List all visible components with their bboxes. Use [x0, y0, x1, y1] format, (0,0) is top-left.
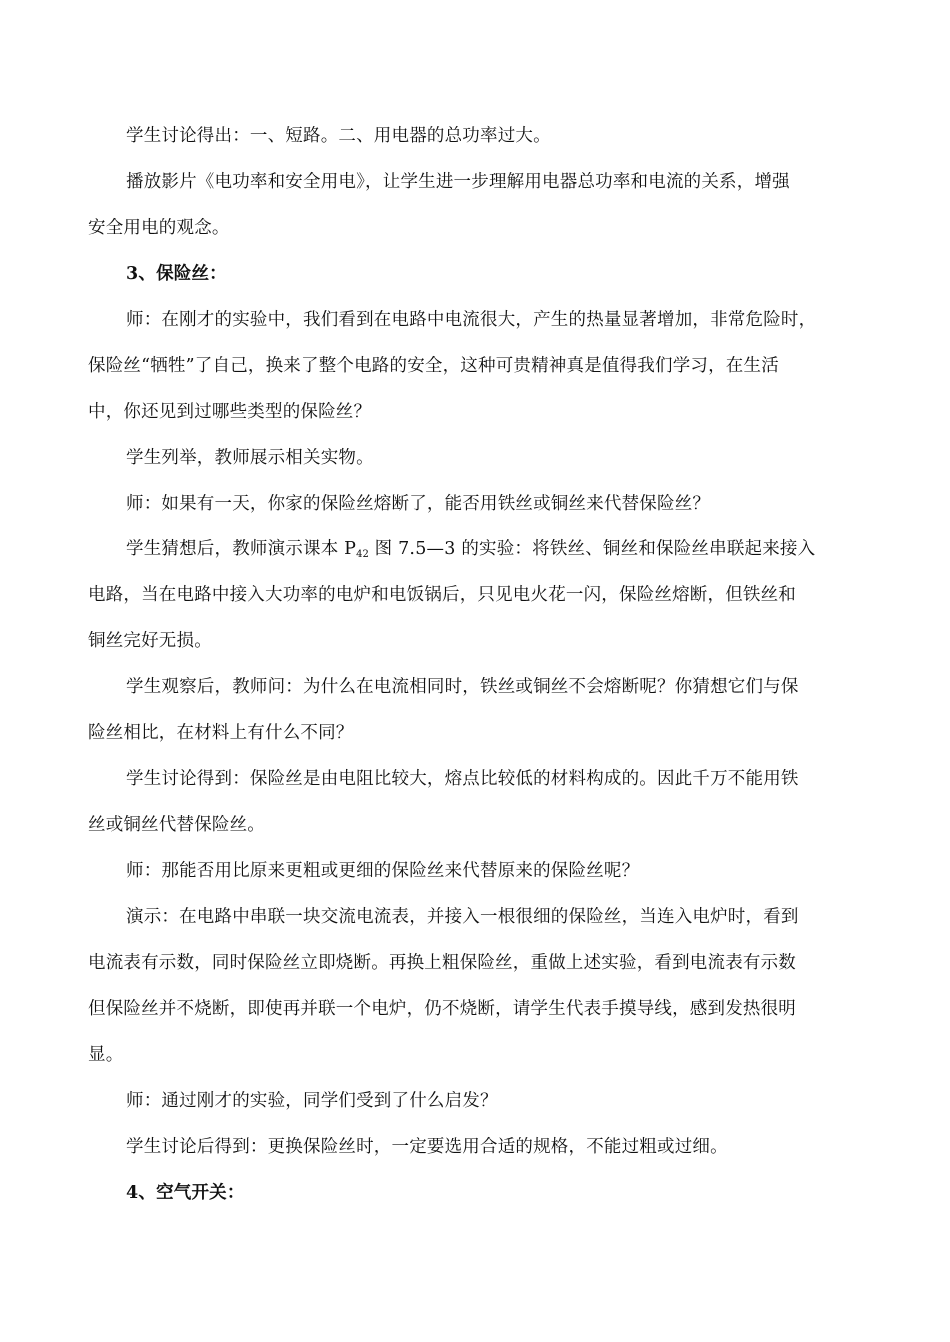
paragraph-line: 电流表有示数，同时保险丝立即烧断。再换上粗保险丝，重做上述实验，看到电流表有示数 [88, 953, 796, 973]
paragraph-line: 学生列举，教师展示相关实物。 [126, 448, 374, 468]
line-text-after-subscript: 图 7.5—3 的实验：将铁丝、铜丝和保险丝串联起来接入 [368, 539, 816, 559]
paragraph-line: 中，你还见到过哪些类型的保险丝？ [88, 402, 372, 422]
paragraph-line: 学生讨论后得到：更换保险丝时，一定要选用合适的规格，不能过粗或过细。 [126, 1137, 728, 1157]
paragraph-line: 师：那能否用比原来更粗或更细的保险丝来代替原来的保险丝呢？ [126, 861, 640, 881]
line-text-before-subscript: 学生猜想后，教师演示课本 P [126, 539, 357, 559]
paragraph-line: 丝或铜丝代替保险丝。 [88, 815, 265, 835]
paragraph-line: 学生观察后，教师问：为什么在电流相同时，铁丝或铜丝不会熔断呢？你猜想它们与保 [126, 677, 799, 697]
paragraph-line: 演示：在电路中串联一块交流电流表，并接入一根很细的保险丝，当连入电炉时，看到 [126, 907, 799, 927]
paragraph-line: 铜丝完好无损。 [88, 631, 212, 651]
page-subscript: 42 [356, 549, 369, 560]
section-heading: 3、保险丝： [126, 264, 227, 284]
paragraph-line: 但保险丝并不烧断，即使再并联一个电炉，仍不烧断，请学生代表手摸导线，感到发热很明 [88, 999, 796, 1019]
paragraph-line: 师：在刚才的实验中，我们看到在电路中电流很大，产生的热量显著增加，非常危险时， [126, 310, 817, 330]
paragraph-line: 播放影片《电功率和安全用电》，让学生进一步理解用电器总功率和电流的关系，增强 [126, 172, 790, 192]
paragraph-line: 学生讨论得到：保险丝是由电阻比较大，熔点比较低的材料构成的。因此千万不能用铁 [126, 769, 799, 789]
section-heading: 4、空气开关： [126, 1183, 245, 1203]
paragraph-line: 电路，当在电路中接入大功率的电炉和电饭锅后，只见电火花一闪，保险丝熔断，但铁丝和 [88, 585, 796, 605]
paragraph-line: 学生讨论得出：一、短路。二、用电器的总功率过大。 [126, 126, 551, 146]
paragraph-line: 显。 [88, 1045, 124, 1065]
paragraph-line: 险丝相比，在材料上有什么不同？ [88, 723, 354, 743]
paragraph-line: 师：如果有一天，你家的保险丝熔断了，能否用铁丝或铜丝来代替保险丝？ [126, 494, 711, 514]
paragraph-line: 安全用电的观念。 [88, 218, 230, 238]
paragraph-line-with-subscript [126, 537, 815, 567]
paragraph-line: 师：通过刚才的实验，同学们受到了什么启发？ [126, 1091, 498, 1111]
paragraph-line: 保险丝“牺牲”了自己，换来了整个电路的安全，这种可贵精神真是值得我们学习，在生活 [88, 356, 779, 376]
